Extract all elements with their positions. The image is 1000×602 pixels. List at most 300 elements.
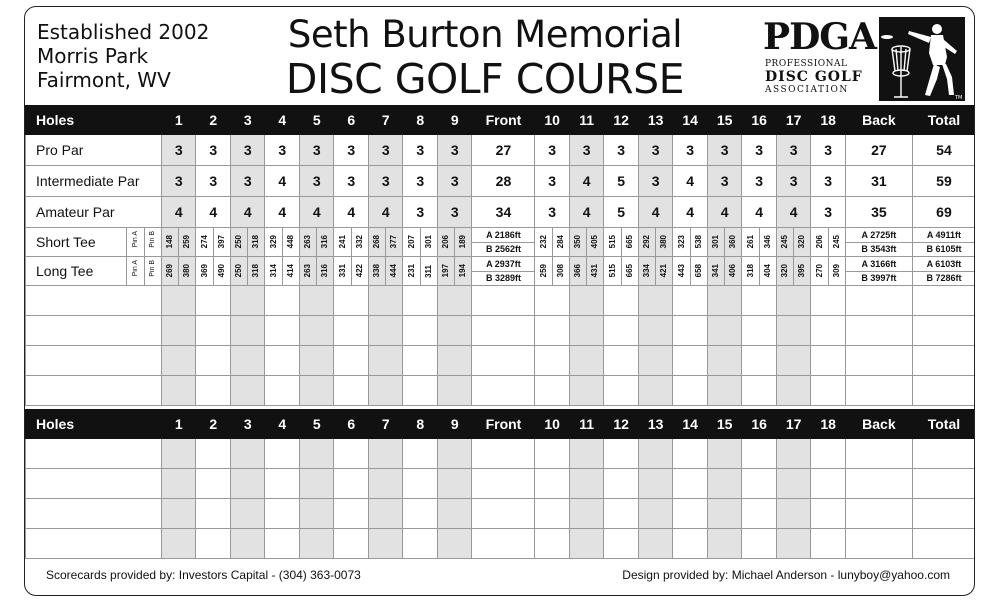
score-cell[interactable]: [811, 439, 846, 469]
tee-row-label: Long Tee: [26, 257, 127, 286]
score-cell[interactable]: [161, 346, 196, 376]
score-cell[interactable]: [569, 439, 604, 469]
par-value: 5: [604, 197, 639, 228]
score-cell[interactable]: [707, 316, 742, 346]
score-cell[interactable]: [604, 499, 639, 529]
score-cell[interactable]: [604, 469, 639, 499]
score-cell[interactable]: [334, 376, 369, 406]
location-text: Fairmont, WV: [37, 68, 171, 92]
score-cell[interactable]: [604, 439, 639, 469]
pin-b-distance: 316: [320, 264, 330, 278]
score-cell[interactable]: [437, 346, 472, 376]
score-cell[interactable]: [638, 499, 673, 529]
score-cell[interactable]: [230, 499, 265, 529]
score-cell[interactable]: [742, 376, 777, 406]
player-name-cell[interactable]: [26, 376, 162, 406]
hole-distance-cell: [535, 257, 570, 286]
front-score-cell[interactable]: [472, 439, 535, 469]
score-cell[interactable]: [368, 286, 403, 316]
score-cell[interactable]: [196, 529, 231, 559]
hole-distance-cell: [230, 228, 265, 257]
pin-a-distance: 323: [676, 235, 686, 249]
score-cell[interactable]: [265, 376, 300, 406]
holes-label: Holes: [26, 410, 162, 439]
hole-number: 9: [437, 106, 472, 135]
score-cell[interactable]: [437, 286, 472, 316]
score-cell[interactable]: [403, 376, 438, 406]
total-score-cell[interactable]: [912, 469, 975, 499]
score-cell[interactable]: [673, 316, 708, 346]
score-cell[interactable]: [604, 346, 639, 376]
par-value: 3: [707, 135, 742, 166]
par-value: 4: [673, 197, 708, 228]
score-cell[interactable]: [437, 529, 472, 559]
score-cell[interactable]: [334, 316, 369, 346]
pin-a-header: [127, 257, 144, 286]
front-label: Front: [472, 106, 535, 135]
score-cell[interactable]: [403, 286, 438, 316]
hole-distance-cell: [811, 228, 846, 257]
pin-b-distance: 194: [458, 264, 468, 278]
hole-number: 5: [299, 106, 334, 135]
score-cell[interactable]: [196, 286, 231, 316]
pin-a-distance: 338: [372, 264, 382, 278]
score-cell[interactable]: [403, 499, 438, 529]
score-cell[interactable]: [230, 316, 265, 346]
back-distance-total: [845, 257, 912, 286]
back-score-cell[interactable]: [845, 376, 912, 406]
holes-label: Holes: [26, 106, 162, 135]
pin-b-distance: 404: [762, 264, 772, 278]
score-cell[interactable]: [535, 316, 570, 346]
score-cell[interactable]: [230, 439, 265, 469]
score-cell[interactable]: [368, 376, 403, 406]
pin-b-distance: 490: [216, 264, 226, 278]
score-cell[interactable]: [811, 346, 846, 376]
score-cell[interactable]: [368, 469, 403, 499]
player-name-cell[interactable]: [26, 346, 162, 376]
hole-number: 3: [230, 410, 265, 439]
score-cell[interactable]: [569, 499, 604, 529]
score-cell[interactable]: [403, 316, 438, 346]
hole-number: 2: [196, 410, 231, 439]
pin-b-distance: 538: [693, 235, 703, 249]
total-par: 54: [912, 135, 975, 166]
score-cell[interactable]: [437, 499, 472, 529]
score-cell[interactable]: [196, 469, 231, 499]
score-cell[interactable]: [569, 469, 604, 499]
pin-b-distance: 380: [182, 264, 192, 278]
score-cell[interactable]: [707, 439, 742, 469]
score-cell[interactable]: [535, 469, 570, 499]
score-cell[interactable]: [776, 286, 811, 316]
player-score-row: [26, 469, 976, 499]
score-cell[interactable]: [776, 529, 811, 559]
pin-a-distance: 263: [303, 235, 313, 249]
par-value: 3: [299, 166, 334, 197]
hole-distance-cell: [673, 228, 708, 257]
score-cell[interactable]: [707, 286, 742, 316]
score-cell[interactable]: [811, 316, 846, 346]
player-name-cell[interactable]: [26, 286, 162, 316]
score-cell[interactable]: [403, 469, 438, 499]
score-cell[interactable]: [673, 499, 708, 529]
player-name-cell[interactable]: [26, 316, 162, 346]
pin-b-distance: 189: [458, 235, 468, 249]
par-value: 4: [265, 166, 300, 197]
par-value: 3: [437, 166, 472, 197]
pin-a-total: A 6103ft: [926, 258, 962, 269]
par-value: 3: [437, 135, 472, 166]
score-cell[interactable]: [403, 529, 438, 559]
player-name-cell[interactable]: [26, 469, 162, 499]
score-cell[interactable]: [811, 529, 846, 559]
pin-b-distance: 284: [555, 235, 565, 249]
score-cell[interactable]: [230, 376, 265, 406]
score-cell[interactable]: [776, 439, 811, 469]
pin-b-distance: 377: [389, 235, 399, 249]
par-value: 4: [742, 197, 777, 228]
score-cell[interactable]: [368, 439, 403, 469]
pin-b-distance: 431: [590, 264, 600, 278]
pin-a-distance: 269: [165, 264, 175, 278]
hole-number: 16: [742, 410, 777, 439]
par-value: 4: [161, 197, 196, 228]
par-value: 3: [368, 166, 403, 197]
pin-a-distance: 148: [165, 235, 175, 249]
hole-number: 3: [230, 106, 265, 135]
pin-a-distance: 250: [234, 235, 244, 249]
score-cell[interactable]: [776, 499, 811, 529]
score-cell[interactable]: [535, 439, 570, 469]
score-cell[interactable]: [299, 529, 334, 559]
score-cell[interactable]: [707, 376, 742, 406]
hole-number: 12: [604, 106, 639, 135]
back-score-cell[interactable]: [845, 286, 912, 316]
score-cell[interactable]: [368, 529, 403, 559]
hole-distance-cell: [638, 228, 673, 257]
hole-number: 18: [811, 410, 846, 439]
score-cell[interactable]: [196, 499, 231, 529]
score-cell[interactable]: [161, 499, 196, 529]
score-table-top: [25, 105, 975, 406]
pin-b-distance: 259: [182, 235, 192, 249]
score-cell[interactable]: [334, 286, 369, 316]
player-score-row: [26, 376, 976, 406]
score-cell[interactable]: [196, 439, 231, 469]
score-cell[interactable]: [742, 529, 777, 559]
par-value: 4: [196, 197, 231, 228]
score-cell[interactable]: [742, 316, 777, 346]
total-distance: [912, 257, 975, 286]
score-cell[interactable]: [569, 316, 604, 346]
score-cell[interactable]: [535, 346, 570, 376]
score-cell[interactable]: [299, 499, 334, 529]
par-value: 3: [196, 135, 231, 166]
score-cell[interactable]: [196, 346, 231, 376]
score-cell[interactable]: [776, 346, 811, 376]
score-cell[interactable]: [811, 499, 846, 529]
score-cell[interactable]: [265, 439, 300, 469]
score-cell[interactable]: [569, 529, 604, 559]
front-score-cell[interactable]: [472, 316, 535, 346]
front-score-cell[interactable]: [472, 346, 535, 376]
score-cell[interactable]: [265, 469, 300, 499]
total-score-cell[interactable]: [912, 346, 975, 376]
score-cell[interactable]: [161, 439, 196, 469]
back-score-cell[interactable]: [845, 316, 912, 346]
pin-b-distance: 665: [624, 264, 634, 278]
score-cell[interactable]: [161, 376, 196, 406]
score-cell[interactable]: [161, 469, 196, 499]
score-cell[interactable]: [265, 529, 300, 559]
pin-a-distance: 292: [642, 235, 652, 249]
par-row-label: Intermediate Par: [26, 166, 162, 197]
front-score-cell[interactable]: [472, 469, 535, 499]
tee-distance-row: [26, 257, 976, 286]
score-cell[interactable]: [161, 286, 196, 316]
score-cell[interactable]: [604, 529, 639, 559]
score-cell[interactable]: [742, 499, 777, 529]
score-cell[interactable]: [638, 286, 673, 316]
par-value: 4: [776, 197, 811, 228]
front-score-cell[interactable]: [472, 286, 535, 316]
score-cell[interactable]: [673, 469, 708, 499]
pin-b-distance: 665: [624, 235, 634, 249]
hole-number: 14: [673, 106, 708, 135]
score-cell[interactable]: [230, 469, 265, 499]
score-cell[interactable]: [334, 529, 369, 559]
score-cell[interactable]: [265, 499, 300, 529]
score-cell[interactable]: [334, 469, 369, 499]
disc-golfer-icon: [879, 17, 965, 101]
back-score-cell[interactable]: [845, 499, 912, 529]
par-value: 3: [437, 197, 472, 228]
hole-distance-cell: [437, 228, 472, 257]
pin-a-distance: 232: [538, 235, 548, 249]
score-cell[interactable]: [742, 286, 777, 316]
hole-distance-cell: [707, 257, 742, 286]
par-value: 4: [368, 197, 403, 228]
player-name-cell[interactable]: [26, 529, 162, 559]
score-cell[interactable]: [707, 529, 742, 559]
score-cell[interactable]: [638, 316, 673, 346]
total-score-cell[interactable]: [912, 376, 975, 406]
score-cell[interactable]: [604, 286, 639, 316]
score-cell[interactable]: [811, 286, 846, 316]
par-value: 3: [742, 166, 777, 197]
hole-distance-cell: [299, 228, 334, 257]
score-cell[interactable]: [638, 529, 673, 559]
score-cell[interactable]: [535, 499, 570, 529]
score-cell[interactable]: [437, 469, 472, 499]
score-cell[interactable]: [299, 286, 334, 316]
pin-a-distance: 334: [642, 264, 652, 278]
total-score-cell[interactable]: [912, 529, 975, 559]
front-score-cell[interactable]: [472, 376, 535, 406]
pin-a-total: A 4911ft: [926, 229, 962, 240]
score-cell[interactable]: [299, 346, 334, 376]
score-cell[interactable]: [196, 376, 231, 406]
score-cell[interactable]: [811, 469, 846, 499]
score-cell[interactable]: [742, 439, 777, 469]
back-score-cell[interactable]: [845, 529, 912, 559]
course-info: [37, 20, 209, 92]
player-score-row: [26, 529, 976, 559]
par-value: 4: [265, 197, 300, 228]
hole-number: 4: [265, 106, 300, 135]
pin-b-total: B 3543ft: [846, 242, 912, 257]
score-cell[interactable]: [673, 346, 708, 376]
par-value: 4: [569, 197, 604, 228]
score-cell[interactable]: [299, 376, 334, 406]
player-score-row: [26, 346, 976, 376]
score-cell[interactable]: [403, 439, 438, 469]
score-cell[interactable]: [230, 286, 265, 316]
pin-b-distance: 395: [797, 264, 807, 278]
score-cell[interactable]: [299, 316, 334, 346]
front-score-cell[interactable]: [472, 499, 535, 529]
par-row: [26, 166, 976, 197]
tee-distance-row: [26, 228, 976, 257]
score-cell[interactable]: [673, 529, 708, 559]
pin-a-distance: 263: [303, 264, 313, 278]
player-name-cell[interactable]: [26, 439, 162, 469]
park-name: Morris Park: [37, 44, 149, 68]
score-cell[interactable]: [265, 286, 300, 316]
hole-number: 5: [299, 410, 334, 439]
score-cell[interactable]: [299, 439, 334, 469]
total-score-cell[interactable]: [912, 439, 975, 469]
back-score-cell[interactable]: [845, 469, 912, 499]
score-cell[interactable]: [673, 286, 708, 316]
par-value: 4: [638, 197, 673, 228]
hole-distance-cell: [196, 228, 231, 257]
score-cell[interactable]: [535, 529, 570, 559]
score-cell[interactable]: [707, 499, 742, 529]
par-value: 3: [673, 135, 708, 166]
pin-a-distance: 366: [573, 264, 583, 278]
hole-distance-cell: [535, 228, 570, 257]
hole-distance-cell: [638, 257, 673, 286]
pin-b-distance: 301: [423, 235, 433, 249]
hole-distance-cell: [230, 257, 265, 286]
hole-number: 9: [437, 410, 472, 439]
back-score-cell[interactable]: [845, 346, 912, 376]
score-cell[interactable]: [437, 316, 472, 346]
score-cell[interactable]: [230, 346, 265, 376]
hole-number: 10: [535, 106, 570, 135]
score-cell[interactable]: [334, 499, 369, 529]
total-score-cell[interactable]: [912, 286, 975, 316]
pin-b-header: [144, 228, 161, 257]
score-cell[interactable]: [403, 346, 438, 376]
score-cell[interactable]: [569, 376, 604, 406]
score-cell[interactable]: [535, 376, 570, 406]
score-cell[interactable]: [673, 376, 708, 406]
score-cell[interactable]: [334, 439, 369, 469]
score-cell[interactable]: [742, 346, 777, 376]
pin-a-distance: 369: [199, 264, 209, 278]
score-cell[interactable]: [161, 316, 196, 346]
score-cell[interactable]: [161, 529, 196, 559]
course-title-line1: Seth Burton Memorial: [287, 13, 683, 56]
hole-number: 1: [161, 410, 196, 439]
back-score-cell[interactable]: [845, 439, 912, 469]
scorecard: [24, 6, 975, 596]
score-cell[interactable]: [265, 316, 300, 346]
score-cell[interactable]: [299, 469, 334, 499]
score-cell[interactable]: [776, 376, 811, 406]
score-cell[interactable]: [742, 469, 777, 499]
score-cell[interactable]: [569, 286, 604, 316]
score-cell[interactable]: [569, 346, 604, 376]
hole-number: 8: [403, 410, 438, 439]
front-distance-total: [472, 228, 535, 257]
score-cell[interactable]: [535, 286, 570, 316]
score-cell[interactable]: [776, 469, 811, 499]
score-cell[interactable]: [437, 376, 472, 406]
hole-number: 7: [368, 106, 403, 135]
back-par-total: 27: [845, 135, 912, 166]
par-value: 3: [535, 197, 570, 228]
score-cell[interactable]: [673, 439, 708, 469]
pin-b-total: B 3289ft: [472, 271, 534, 286]
hole-number: 15: [707, 106, 742, 135]
player-name-cell[interactable]: [26, 499, 162, 529]
holes-header-row: [26, 106, 976, 135]
score-cell[interactable]: [437, 439, 472, 469]
score-cell[interactable]: [196, 316, 231, 346]
par-value: 3: [230, 166, 265, 197]
score-cell[interactable]: [230, 529, 265, 559]
score-cell[interactable]: [334, 346, 369, 376]
score-cell[interactable]: [638, 469, 673, 499]
score-cell[interactable]: [707, 346, 742, 376]
score-cell[interactable]: [265, 346, 300, 376]
score-cell[interactable]: [368, 499, 403, 529]
score-cell[interactable]: [707, 469, 742, 499]
score-cell[interactable]: [811, 376, 846, 406]
total-distance: [912, 228, 975, 257]
score-cell[interactable]: [604, 316, 639, 346]
score-cell[interactable]: [638, 376, 673, 406]
score-cell[interactable]: [368, 346, 403, 376]
score-cell[interactable]: [638, 439, 673, 469]
back-label: Back: [845, 106, 912, 135]
score-cell[interactable]: [776, 316, 811, 346]
hole-number: 13: [638, 106, 673, 135]
par-value: 3: [776, 135, 811, 166]
hole-number: 6: [334, 106, 369, 135]
hole-distance-cell: [403, 257, 438, 286]
par-value: 3: [161, 166, 196, 197]
pin-a-distance: 318: [745, 264, 755, 278]
score-cell[interactable]: [368, 316, 403, 346]
pin-b-distance: 245: [831, 235, 841, 249]
par-value: 3: [265, 135, 300, 166]
front-score-cell[interactable]: [472, 529, 535, 559]
pin-b-header: [144, 257, 161, 286]
player-score-row: [26, 286, 976, 316]
pin-b-label: Pin B: [149, 260, 157, 277]
score-cell[interactable]: [604, 376, 639, 406]
total-score-cell[interactable]: [912, 499, 975, 529]
hole-distance-cell: [368, 228, 403, 257]
score-cell[interactable]: [638, 346, 673, 376]
par-value: 3: [569, 135, 604, 166]
total-score-cell[interactable]: [912, 316, 975, 346]
